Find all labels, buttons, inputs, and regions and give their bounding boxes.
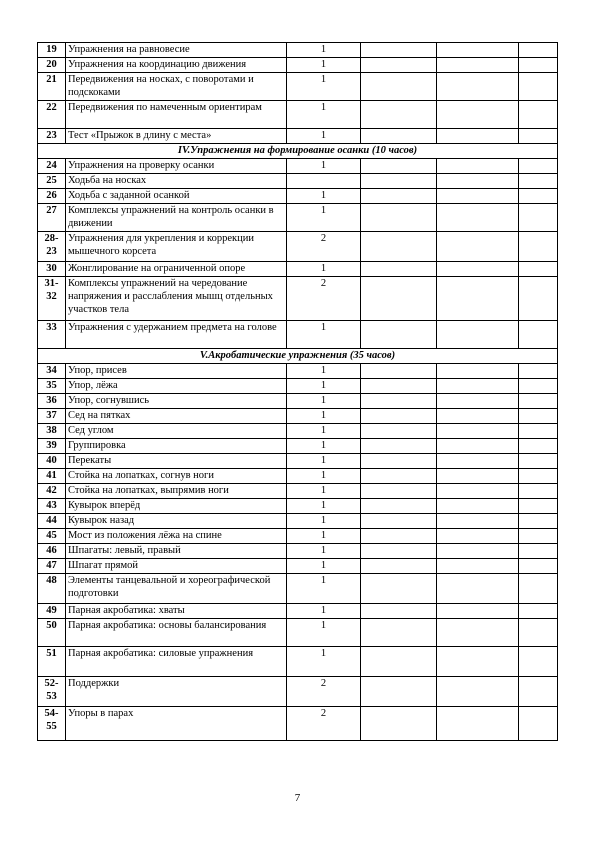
table-row — [38, 604, 558, 619]
lesson-number: 20 — [38, 58, 66, 73]
lesson-hours: 1 — [287, 514, 361, 529]
empty-cell — [361, 394, 437, 409]
table-row — [38, 619, 558, 647]
empty-cell — [437, 677, 519, 707]
empty-cell — [437, 707, 519, 741]
empty-cell — [519, 129, 558, 144]
table-row — [38, 204, 558, 232]
lesson-title: Мост из положения лёжа на спине — [66, 529, 287, 544]
empty-cell — [437, 499, 519, 514]
lesson-hours: 2 — [287, 677, 361, 707]
empty-cell — [519, 499, 558, 514]
empty-cell — [361, 379, 437, 394]
empty-cell — [437, 58, 519, 73]
lesson-title: Шпагаты: левый, правый — [66, 544, 287, 559]
empty-cell — [519, 439, 558, 454]
table-row — [38, 647, 558, 677]
empty-cell — [519, 73, 558, 101]
empty-cell — [519, 604, 558, 619]
lesson-number: 45 — [38, 529, 66, 544]
lesson-number: 46 — [38, 544, 66, 559]
lesson-hours: 1 — [287, 204, 361, 232]
empty-cell — [361, 321, 437, 349]
empty-cell — [361, 559, 437, 574]
table-row — [38, 439, 558, 454]
empty-cell — [361, 574, 437, 604]
empty-cell — [437, 262, 519, 277]
empty-cell — [361, 469, 437, 484]
empty-cell — [361, 529, 437, 544]
table-row — [38, 58, 558, 73]
lesson-title: Сед на пятках — [66, 409, 287, 424]
lesson-hours: 1 — [287, 469, 361, 484]
lesson-hours: 1 — [287, 529, 361, 544]
empty-cell — [437, 484, 519, 499]
table-row — [38, 159, 558, 174]
empty-cell — [437, 101, 519, 129]
empty-cell — [361, 439, 437, 454]
lesson-hours: 1 — [287, 604, 361, 619]
table-row — [38, 174, 558, 189]
empty-cell — [519, 544, 558, 559]
lesson-hours: 1 — [287, 439, 361, 454]
lesson-number: 36 — [38, 394, 66, 409]
lesson-number: 39 — [38, 439, 66, 454]
table-row — [38, 189, 558, 204]
empty-cell — [437, 454, 519, 469]
section-title: V.Акробатические упражнения (35 часов) — [38, 349, 558, 364]
empty-cell — [437, 277, 519, 321]
empty-cell — [519, 364, 558, 379]
empty-cell — [361, 364, 437, 379]
empty-cell — [361, 43, 437, 58]
table-row — [38, 364, 558, 379]
empty-cell — [437, 321, 519, 349]
lesson-number: 50 — [38, 619, 66, 647]
table-row — [38, 394, 558, 409]
lesson-number: 42 — [38, 484, 66, 499]
empty-cell — [361, 58, 437, 73]
lesson-number: 52- 53 — [38, 677, 66, 707]
empty-cell — [519, 619, 558, 647]
lesson-hours: 1 — [287, 647, 361, 677]
lesson-number: 47 — [38, 559, 66, 574]
empty-cell — [361, 159, 437, 174]
table-row — [38, 129, 558, 144]
table-row — [38, 73, 558, 101]
lesson-number: 27 — [38, 204, 66, 232]
table-row — [38, 514, 558, 529]
lesson-title: Передвижения по намеченным ориентирам — [66, 101, 287, 129]
lesson-number: 22 — [38, 101, 66, 129]
table-row — [38, 101, 558, 129]
lesson-title: Упражнения на координацию движения — [66, 58, 287, 73]
lesson-hours: 1 — [287, 409, 361, 424]
section-header-row — [38, 349, 558, 364]
empty-cell — [361, 129, 437, 144]
lesson-hours: 1 — [287, 559, 361, 574]
empty-cell — [519, 101, 558, 129]
empty-cell — [519, 574, 558, 604]
empty-cell — [361, 174, 437, 189]
empty-cell — [437, 204, 519, 232]
lesson-hours: 1 — [287, 43, 361, 58]
table-row — [38, 469, 558, 484]
lesson-number: 25 — [38, 174, 66, 189]
lesson-number: 49 — [38, 604, 66, 619]
table-row — [38, 277, 558, 321]
empty-cell — [437, 559, 519, 574]
empty-cell — [361, 707, 437, 741]
empty-cell — [519, 232, 558, 262]
lesson-hours: 1 — [287, 321, 361, 349]
empty-cell — [361, 499, 437, 514]
empty-cell — [361, 189, 437, 204]
lesson-number: 19 — [38, 43, 66, 58]
lesson-hours: 2 — [287, 277, 361, 321]
empty-cell — [361, 73, 437, 101]
lesson-hours: 1 — [287, 129, 361, 144]
lesson-hours: 1 — [287, 394, 361, 409]
lesson-title: Поддержки — [66, 677, 287, 707]
lesson-hours: 1 — [287, 379, 361, 394]
lesson-number: 41 — [38, 469, 66, 484]
lesson-number: 23 — [38, 129, 66, 144]
lesson-number: 31- 32 — [38, 277, 66, 321]
section-title: IV.Упражнения на формирование осанки (10 часов) — [38, 144, 558, 159]
table-row — [38, 484, 558, 499]
empty-cell — [361, 454, 437, 469]
table-row — [38, 262, 558, 277]
lesson-number: 40 — [38, 454, 66, 469]
lesson-number: 43 — [38, 499, 66, 514]
empty-cell — [519, 262, 558, 277]
lesson-title: Перекаты — [66, 454, 287, 469]
table-row — [38, 409, 558, 424]
section-header-row — [38, 144, 558, 159]
empty-cell — [437, 379, 519, 394]
lesson-title: Упор, согнувшись — [66, 394, 287, 409]
lesson-hours: 1 — [287, 101, 361, 129]
lesson-title: Парная акробатика: хваты — [66, 604, 287, 619]
lesson-number: 21 — [38, 73, 66, 101]
empty-cell — [437, 514, 519, 529]
empty-cell — [361, 677, 437, 707]
lesson-hours: 1 — [287, 499, 361, 514]
empty-cell — [437, 73, 519, 101]
empty-cell — [437, 43, 519, 58]
lesson-title: Сед углом — [66, 424, 287, 439]
empty-cell — [519, 647, 558, 677]
empty-cell — [437, 159, 519, 174]
lesson-number: 35 — [38, 379, 66, 394]
empty-cell — [519, 174, 558, 189]
empty-cell — [437, 469, 519, 484]
empty-cell — [361, 204, 437, 232]
empty-cell — [519, 159, 558, 174]
lesson-title: Комплексы упражнений на чередование напряжения и расслабления мышц отдельных участков тела — [66, 277, 287, 321]
table-row — [38, 574, 558, 604]
empty-cell — [361, 604, 437, 619]
lesson-title: Кувырок назад — [66, 514, 287, 529]
lesson-number: 38 — [38, 424, 66, 439]
empty-cell — [437, 409, 519, 424]
empty-cell — [437, 647, 519, 677]
table-row — [38, 454, 558, 469]
lesson-number: 34 — [38, 364, 66, 379]
table-row — [38, 544, 558, 559]
lesson-title: Жонглирование на ограниченной опоре — [66, 262, 287, 277]
lesson-hours: 1 — [287, 484, 361, 499]
empty-cell — [361, 484, 437, 499]
lesson-title: Упражнения на равновесие — [66, 43, 287, 58]
lesson-number: 26 — [38, 189, 66, 204]
lesson-hours: 1 — [287, 424, 361, 439]
empty-cell — [361, 424, 437, 439]
empty-cell — [437, 129, 519, 144]
empty-cell — [519, 379, 558, 394]
lesson-hours: 1 — [287, 619, 361, 647]
lesson-plan-table — [37, 42, 558, 741]
empty-cell — [437, 529, 519, 544]
empty-cell — [361, 647, 437, 677]
lesson-title: Стойка на лопатках, согнув ноги — [66, 469, 287, 484]
lesson-hours: 1 — [287, 574, 361, 604]
lesson-number: 44 — [38, 514, 66, 529]
lesson-number: 37 — [38, 409, 66, 424]
table-row — [38, 424, 558, 439]
empty-cell — [519, 43, 558, 58]
lesson-title: Элементы танцевальной и хореографической подготовки — [66, 574, 287, 604]
lesson-hours — [287, 174, 361, 189]
lesson-title: Упор, присев — [66, 364, 287, 379]
lesson-number: 48 — [38, 574, 66, 604]
empty-cell — [437, 189, 519, 204]
lesson-hours: 1 — [287, 58, 361, 73]
empty-cell — [519, 484, 558, 499]
lesson-number: 54- 55 — [38, 707, 66, 741]
table-row — [38, 232, 558, 262]
lesson-hours: 2 — [287, 232, 361, 262]
page-number: 7 — [294, 792, 301, 804]
empty-cell — [437, 574, 519, 604]
empty-cell — [437, 424, 519, 439]
lesson-hours: 1 — [287, 262, 361, 277]
empty-cell — [519, 707, 558, 741]
empty-cell — [519, 529, 558, 544]
lesson-title: Передвижения на носках, с поворотами и подскоками — [66, 73, 287, 101]
empty-cell — [361, 262, 437, 277]
table-row — [38, 379, 558, 394]
empty-cell — [519, 321, 558, 349]
lesson-hours: 1 — [287, 544, 361, 559]
empty-cell — [437, 174, 519, 189]
lesson-title: Парная акробатика: силовые упражнения — [66, 647, 287, 677]
lesson-number: 24 — [38, 159, 66, 174]
lesson-number: 33 — [38, 321, 66, 349]
lesson-title: Стойка на лопатках, выпрямив ноги — [66, 484, 287, 499]
lesson-hours: 1 — [287, 454, 361, 469]
lesson-number: 30 — [38, 262, 66, 277]
empty-cell — [519, 394, 558, 409]
empty-cell — [361, 232, 437, 262]
lesson-title: Ходьба с заданной осанкой — [66, 189, 287, 204]
lesson-title: Парная акробатика: основы балансирования — [66, 619, 287, 647]
empty-cell — [361, 544, 437, 559]
lesson-title: Упор, лёжа — [66, 379, 287, 394]
lesson-hours: 1 — [287, 364, 361, 379]
table-row — [38, 321, 558, 349]
lesson-number: 51 — [38, 647, 66, 677]
lesson-hours: 2 — [287, 707, 361, 741]
lesson-title: Комплексы упражнений на контроль осанки в движении — [66, 204, 287, 232]
table-row — [38, 559, 558, 574]
table-row — [38, 43, 558, 58]
empty-cell — [361, 514, 437, 529]
empty-cell — [437, 604, 519, 619]
empty-cell — [519, 454, 558, 469]
lesson-title: Упражнения с удержанием предмета на голове — [66, 321, 287, 349]
lesson-title: Упоры в парах — [66, 707, 287, 741]
empty-cell — [519, 204, 558, 232]
lesson-title: Тест «Прыжок в длину с места» — [66, 129, 287, 144]
empty-cell — [519, 409, 558, 424]
empty-cell — [361, 409, 437, 424]
empty-cell — [519, 514, 558, 529]
table-row — [38, 677, 558, 707]
table-row — [38, 529, 558, 544]
table-row — [38, 707, 558, 741]
empty-cell — [437, 394, 519, 409]
empty-cell — [519, 559, 558, 574]
empty-cell — [519, 469, 558, 484]
lesson-title: Ходьба на носках — [66, 174, 287, 189]
empty-cell — [437, 232, 519, 262]
empty-cell — [361, 619, 437, 647]
empty-cell — [519, 189, 558, 204]
empty-cell — [437, 439, 519, 454]
lesson-hours: 1 — [287, 73, 361, 101]
empty-cell — [437, 364, 519, 379]
lesson-title: Кувырок вперёд — [66, 499, 287, 514]
empty-cell — [437, 544, 519, 559]
lesson-title: Упражнения на проверку осанки — [66, 159, 287, 174]
empty-cell — [519, 277, 558, 321]
table-row — [38, 499, 558, 514]
empty-cell — [519, 677, 558, 707]
empty-cell — [361, 277, 437, 321]
lesson-hours: 1 — [287, 189, 361, 204]
empty-cell — [519, 424, 558, 439]
lesson-number: 28- 23 — [38, 232, 66, 262]
lesson-title: Группировка — [66, 439, 287, 454]
lesson-title: Упражнения для укрепления и коррекции мышечного корсета — [66, 232, 287, 262]
empty-cell — [519, 58, 558, 73]
empty-cell — [437, 619, 519, 647]
empty-cell — [361, 101, 437, 129]
lesson-hours: 1 — [287, 159, 361, 174]
lesson-title: Шпагат прямой — [66, 559, 287, 574]
